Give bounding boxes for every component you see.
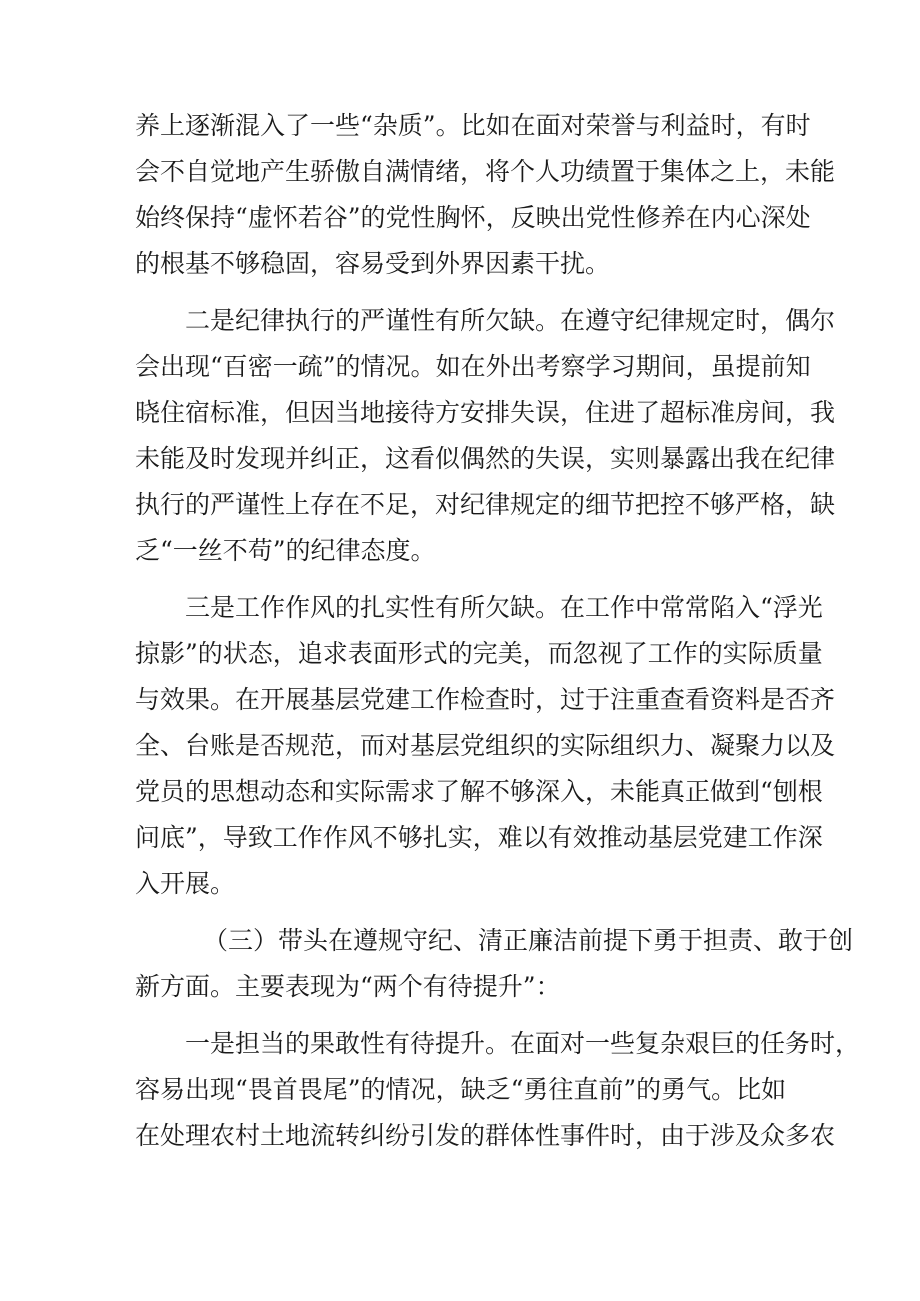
section-heading-paragraph [135,918,854,1010]
text-line: 与效果。在开展基层党建工作检查时，过于注重查看资料是否齐 [135,685,836,714]
text-line: 会出现“百密一疏”的情况。如在外出考察学习期间，虽提前知 [135,352,811,381]
paragraph [135,585,836,907]
text-line: （三）带头在遵规守纪、清正廉洁前提下勇于担责、敢于创 [203,926,854,955]
text-line: 养上逐渐混入了一些“杂质”。比如在面对荣誉与利益时，有时 [135,111,811,140]
text-line: 二是纪律执行的严谨性有所欠缺。在遵守纪律规定时，偶尔 [185,306,836,335]
text-line: 三是工作作风的扎实性有所欠缺。在工作中常常陷入“浮光 [185,593,823,622]
paragraph [135,103,836,287]
document-body [135,103,861,1159]
text-line: 会不自觉地产生骄傲自满情绪，将个人功绩置于集体之上，未能 [135,157,836,186]
text-line: 一是担当的果敢性有待提升。在面对一些复杂艰巨的任务时， [185,1029,861,1058]
text-line: 问底”，导致工作作风不够扎实，难以有效推动基层党建工作深 [135,823,823,852]
text-line: 的根基不够稳固，容易受到外界因素干扰。 [135,249,611,278]
text-line: 晓住宿标准，但因当地接待方安排失误，住进了超标准房间，我 [135,398,836,427]
paragraph [135,1021,861,1159]
text-line: 乏“一丝不苟”的纪律态度。 [135,536,436,565]
text-line: 掠影”的状态，追求表面形式的完美，而忽视了工作的实际质量 [135,639,823,668]
text-line: 在处理农村土地流转纠纷引发的群体性事件时，由于涉及众多农 [135,1121,836,1150]
text-line: 全、台账是否规范，而对基层党组织的实际组织力、凝聚力以及 [135,731,836,760]
text-line: 容易出现“畏首畏尾”的情况，缺乏“勇往直前”的勇气。比如 [135,1075,787,1104]
text-line: 执行的严谨性上存在不足，对纪律规定的细节把控不够严格，缺 [135,490,836,519]
text-line: 始终保持“虚怀若谷”的党性胸怀，反映出党性修养在内心深处 [135,203,811,232]
text-line: 入开展。 [135,869,236,898]
paragraph [135,298,836,574]
text-line: 党员的思想动态和实际需求了解不够深入，未能真正做到“刨根 [135,777,823,806]
text-line: 新方面。主要表现为“两个有待提升”： [135,972,561,1001]
text-line: 未能及时发现并纠正，这看似偶然的失误，实则暴露出我在纪律 [135,444,836,473]
